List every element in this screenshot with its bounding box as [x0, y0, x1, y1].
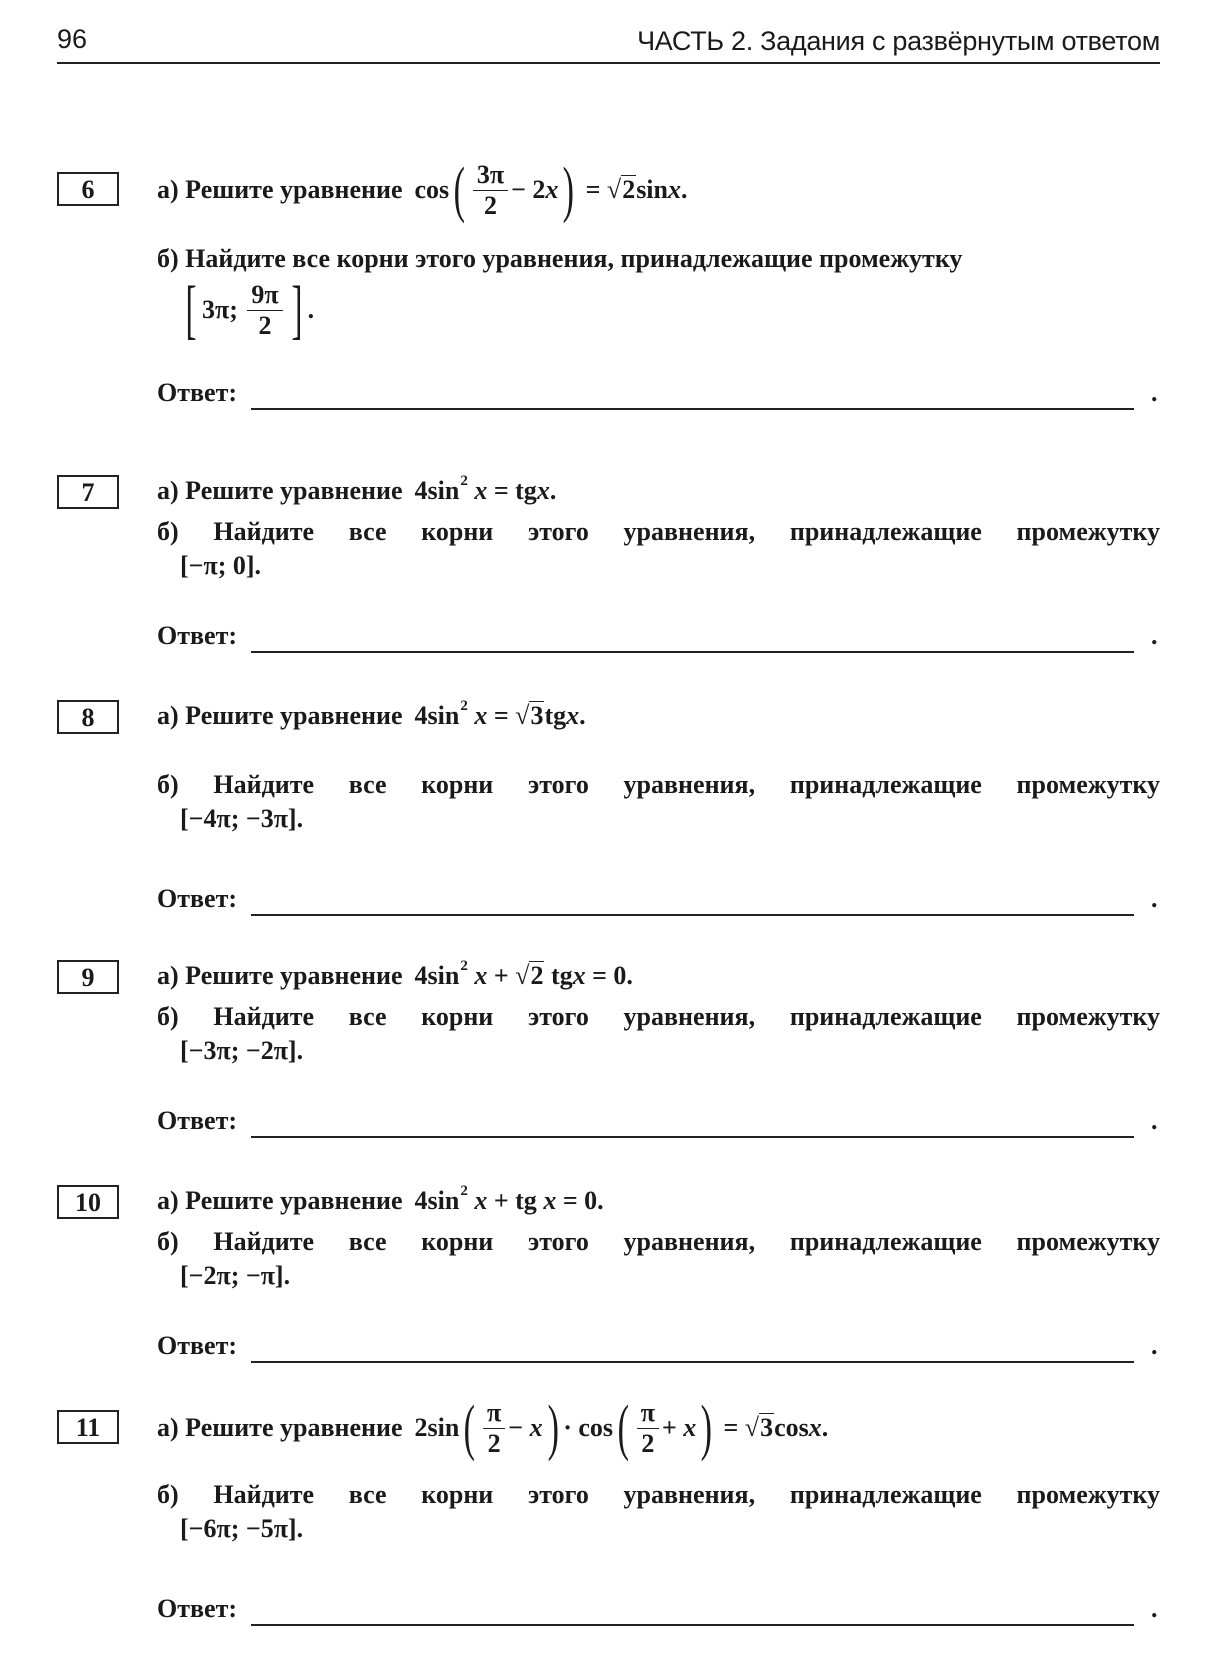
solve-label: а) Решите уравнение: [157, 701, 403, 730]
solve-label: а) Решите уравнение: [157, 175, 403, 204]
task-number-box: 7: [57, 475, 119, 509]
answer-row: [157, 378, 1160, 412]
answer-row: [157, 1594, 1160, 1628]
answer-row: [157, 621, 1160, 655]
solve-label: а) Решите уравнение: [157, 476, 403, 505]
running-title: ЧАСТЬ 2. Задания с развёрнутым ответом: [637, 26, 1160, 56]
task-part-b: б) Найдите все корни этого уравнения, принадлежащие промежутку: [157, 770, 1160, 799]
equation: 2sin ( $\frac{\pi}{2}$ − x ) · cos ( $\frac{\pi}{2}$ + x ) = √ 3 cos x .: [414, 1394, 829, 1462]
solve-label: а) Решите уравнение: [157, 1413, 403, 1442]
equation: 4sin 2 x + √ 2 tg x = 0.: [414, 957, 633, 990]
task-number-box: 8: [57, 700, 119, 734]
interval: [−2π; −π].: [180, 1261, 291, 1290]
interval: [−3π; −2π].: [180, 1036, 304, 1065]
answer-dot: .: [1151, 1594, 1158, 1623]
page-header: [57, 18, 1160, 64]
answer-dot: .: [1151, 884, 1158, 913]
answer-row: [157, 1331, 1160, 1365]
task-part-a: [157, 156, 688, 224]
interval: [−6π; −5π].: [180, 1514, 304, 1543]
equation: cos ( $\frac{3\pi}{2}$ − 2 x ) = √ 2 sin x .: [414, 156, 688, 224]
answer-field[interactable]: [251, 1624, 1134, 1626]
answer-label: Ответ:: [157, 884, 238, 913]
task-part-b: б) Найдите все корни этого уравнения, принадлежащие промежутку: [157, 1227, 1160, 1256]
interval: [−π; 0].: [180, 551, 262, 580]
task-number-box: 9: [57, 960, 119, 994]
equation: 4sin 2 x = tg x .: [414, 472, 557, 505]
task-part-a: [157, 1394, 829, 1462]
task-number-box: 6: [57, 172, 119, 206]
equation: 4sin 2 x = √ 3 tg x .: [414, 697, 586, 730]
interval: [−4π; −3π].: [180, 804, 304, 833]
answer-label: Ответ:: [157, 621, 238, 650]
answer-field[interactable]: [251, 1136, 1134, 1138]
answer-field[interactable]: [251, 408, 1134, 410]
answer-field[interactable]: [251, 651, 1134, 653]
answer-dot: .: [1151, 1106, 1158, 1135]
answer-row: [157, 884, 1160, 918]
answer-row: [157, 1106, 1160, 1140]
answer-label: Ответ:: [157, 1331, 238, 1360]
answer-field[interactable]: [251, 914, 1134, 916]
page-number: 96: [57, 24, 88, 54]
interval: [ 3π; $\frac{9\pi}{2}$ ] .: [185, 273, 315, 346]
task-number-box: 11: [57, 1410, 119, 1444]
task-part-b: б) Найдите все корни этого уравнения, принадлежащие промежутку: [157, 1002, 1160, 1031]
solve-label: а) Решите уравнение: [157, 961, 403, 990]
answer-field[interactable]: [251, 1361, 1134, 1363]
task-part-a: [157, 958, 633, 994]
solve-label: а) Решите уравнение: [157, 1186, 403, 1215]
task-part-b: б) Найдите все корни этого уравнения, принадлежащие промежутку: [157, 1480, 1160, 1509]
answer-label: Ответ:: [157, 378, 238, 407]
task-part-b: б) Найдите все корни этого уравнения, принадлежащие промежутку: [157, 244, 963, 273]
answer-dot: .: [1151, 378, 1158, 407]
equation: 4sin 2 x + tg x = 0.: [414, 1182, 604, 1215]
answer-dot: .: [1151, 621, 1158, 650]
answer-dot: .: [1151, 1331, 1158, 1360]
task-number-box: 10: [57, 1185, 119, 1219]
answer-label: Ответ:: [157, 1594, 238, 1623]
task-part-b: б) Найдите все корни этого уравнения, принадлежащие промежутку: [157, 517, 1160, 546]
answer-label: Ответ:: [157, 1106, 238, 1135]
task-part-a: [157, 698, 586, 734]
task-part-a: [157, 1183, 604, 1219]
task-part-a: [157, 473, 556, 509]
